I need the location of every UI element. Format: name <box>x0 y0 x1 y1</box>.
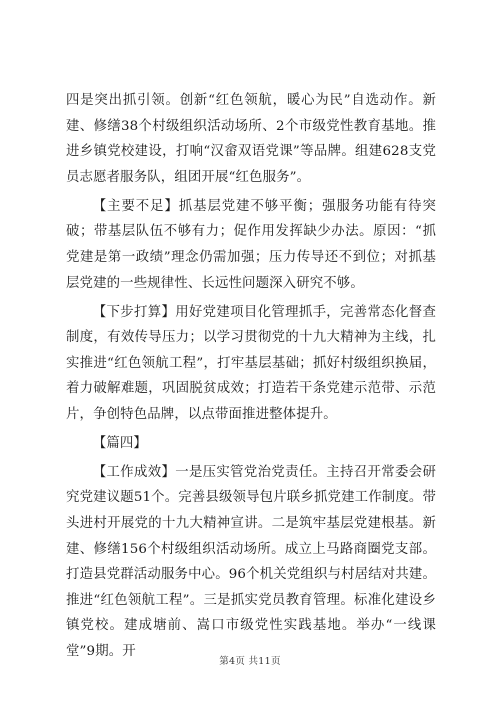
document-body <box>66 88 436 668</box>
page-footer: 第4页 共11页 <box>219 656 281 667</box>
paragraph-work-results: 【工作成效】一是压实管党治党责任。主持召开常委会研究党建议题51个。完善县级领导包片联乡抓党建工作制度。带头进村开展党的十九大精神宣讲。二是筑牢基层党建根基。新建、修缮156个村级组织活动场所。成立上马路商圈党支部。打造县党群活动服务中心。96个机关党组织与村居结对共建。推进“红色领航工程”。三是抓实党员教育管理。标准化建设乡镇党校。建成塘前、嵩口市级党性实践基地。举办“一线课堂”9期。开 <box>66 464 436 660</box>
section-heading-part-four: 【篇四】 <box>92 435 147 451</box>
paragraph-leading-actions: 四是突出抓引领。创新“红色领航，暖心为民”自选动作。新建、修缮38个村级组织活动场所、2个市级党性教育基地。推进乡镇党校建设，打响“汉畲双语党课”等品牌。组建628支党员志愿者服务队，组团开展“红色服务”。 <box>66 93 436 185</box>
paragraph-main-shortcomings: 【主要不足】抓基层党建不够平衡；强服务功能有待突破；带基层队伍不够有力；促作用发挥缺少办法。原因：“抓党建是第一政绩”理念仍需加强；压力传导还不到位；对抓基层党建的一些规律性、长远性问题深入研究不够。 <box>66 198 436 291</box>
paragraph-next-steps: 【下步打算】用好党建项目化管理抓手，完善常态化督查制度，有效传导压力；以学习贯彻党的十九大精神为主线，扎实推进“红色领航工程”，打牢基层基础；抓好村级组织换届，着力破解难题，巩固脱贫成效；打造若干条党建示范带、示范片，争创特色品牌，以点带面推进整体提升。 <box>66 304 436 422</box>
